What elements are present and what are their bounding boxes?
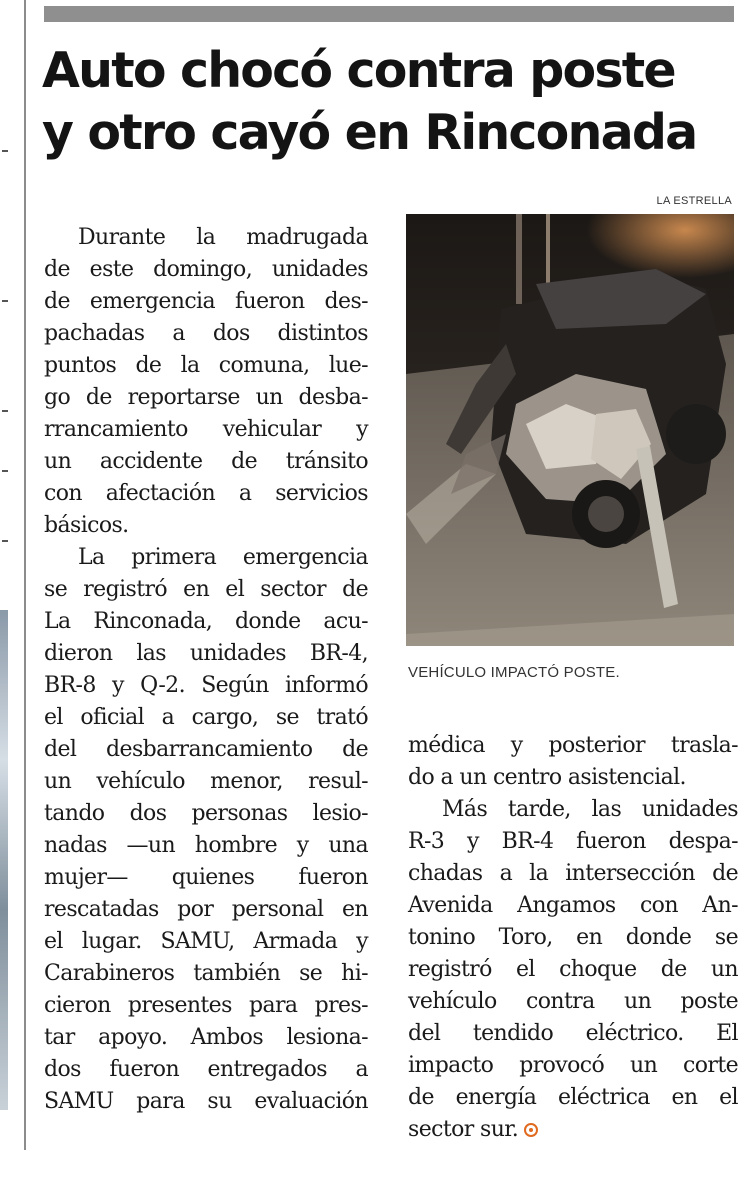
body-line: Avenida Angamos con An- [408, 893, 738, 918]
body-line: Carabineros también se hi- [44, 961, 368, 986]
body-line: cieron presentes para pres- [44, 993, 368, 1018]
body-line: go de reportarse un desba- [44, 385, 368, 410]
body-line: mujer— quienes fueron [44, 865, 368, 890]
body-line: tando dos personas lesio- [44, 801, 368, 826]
column-divider [24, 0, 26, 1150]
body-line: impacto provocó un corte [408, 1053, 738, 1078]
photo-credit: LA ESTRELLA [656, 195, 732, 207]
body-line: de emergencia fueron des- [44, 289, 368, 314]
crash-photo [406, 214, 734, 646]
body-line: R-3 y BR-4 fueron despa- [408, 829, 738, 854]
body-line: tar apoyo. Ambos lesiona- [44, 1025, 368, 1050]
body-line: SAMU para su evaluación [44, 1089, 368, 1114]
body-column-left [44, 222, 368, 1118]
body-line: BR-8 y Q-2. Según informó [44, 673, 368, 698]
body-line: tonino Toro, en donde se [408, 925, 738, 950]
body-line: un accidente de tránsito [44, 449, 368, 474]
body-line: con afectación a servicios [44, 481, 368, 506]
body-column-right [408, 730, 738, 1146]
headline-line-2: y otro cayó en Rinconada [42, 104, 697, 161]
headline-line-1: Auto chocó contra poste [42, 42, 675, 99]
section-top-bar [44, 6, 734, 22]
body-line: básicos. [44, 513, 129, 538]
adjacent-page-edge [0, 0, 14, 1184]
body-line: de este domingo, unidades [44, 257, 368, 282]
headline [42, 40, 742, 164]
body-line: vehículo contra un poste [408, 989, 738, 1014]
body-line: un vehículo menor, resul- [44, 769, 368, 794]
body-line: Durante la madrugada [78, 225, 368, 250]
end-of-article-icon [524, 1123, 538, 1137]
body-line: el lugar. SAMU, Armada y [44, 929, 368, 954]
body-line: rrancamiento vehicular y [44, 417, 368, 442]
body-line: Más tarde, las unidades [442, 797, 738, 822]
body-line: registró el choque de un [408, 957, 738, 982]
photo-caption: VEHÍCULO IMPACTÓ POSTE. [408, 664, 620, 681]
body-line: rescatadas por personal en [44, 897, 368, 922]
adjacent-photo-fragment [0, 610, 8, 1110]
final-text: sector sur. [408, 1117, 519, 1142]
body-line: nadas —un hombre y una [44, 833, 368, 858]
body-line: de energía eléctrica en el [408, 1085, 738, 1110]
body-line: La primera emergencia [78, 545, 368, 570]
body-line: dieron las unidades BR-4, [44, 641, 368, 666]
body-line: el oficial a cargo, se trató [44, 705, 368, 730]
body-line-final [408, 1114, 738, 1146]
body-line: médica y posterior trasla- [408, 733, 738, 758]
body-line: dos fueron entregados a [44, 1057, 368, 1082]
body-line: pachadas a dos distintos [44, 321, 368, 346]
body-line: chadas a la intersección de [408, 861, 738, 886]
body-line: puntos de la comuna, lue- [44, 353, 368, 378]
body-line: do a un centro asistencial. [408, 765, 686, 790]
body-line: del tendido eléctrico. El [408, 1021, 738, 1046]
body-line: se registró en el sector de [44, 577, 368, 602]
body-line: La Rinconada, donde acu- [44, 609, 368, 634]
body-line: del desbarrancamiento de [44, 737, 368, 762]
